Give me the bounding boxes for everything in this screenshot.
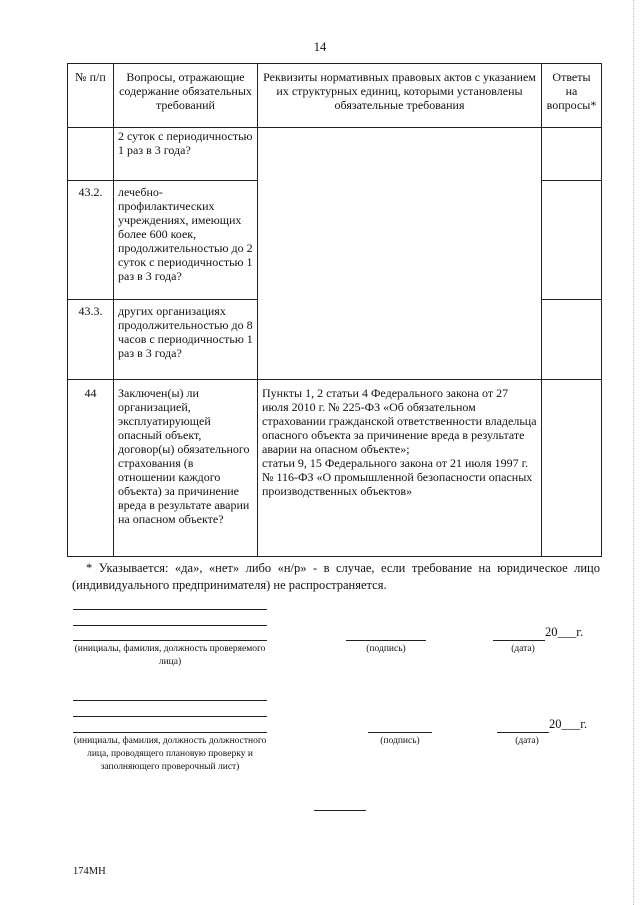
row-num: 44 (68, 380, 114, 557)
row-question: лечебно-профилактических учреждениях, имеющих более 600 коек, продолжительностью до 2 суток с периодичностью 1 раз в 3 года? (114, 181, 258, 300)
date-line (493, 640, 545, 641)
separator-line (314, 810, 366, 811)
signature-caption: (подпись) (380, 736, 420, 746)
scan-edge (632, 0, 634, 905)
document-code: 174МН (73, 866, 106, 877)
header-requisites: Реквизиты нормативных правовых актов с указанием их структурных единиц, которыми установлены обязательные требования (258, 64, 542, 128)
row-answer (542, 128, 602, 181)
row-num: 43.3. (68, 300, 114, 380)
requirements-table (67, 63, 602, 557)
row-num: 43.2. (68, 181, 114, 300)
footnote: * Указывается: «да», «нет» либо «н/р» - в случае, если требование на юридическое лицо (индивидуального предпринимателя) не распространяется. (72, 561, 600, 592)
page-number: 14 (313, 40, 327, 54)
row-requisites (258, 380, 542, 557)
header-answers: Ответы на вопросы* (542, 64, 602, 128)
row-requisites-empty (258, 128, 542, 380)
row-question: других организациях продолжительностью до 8 часов с периодичностью 1 раз в 3 года? (114, 300, 258, 380)
date-year: 20___г. (545, 625, 584, 639)
name-line (73, 609, 267, 610)
row-answer (542, 300, 602, 380)
signature-line (368, 732, 432, 733)
row-answer (542, 181, 602, 300)
name-line (73, 716, 267, 717)
date-caption: (дата) (511, 644, 535, 654)
header-questions: Вопросы, отражающие содержание обязательных требований (114, 64, 258, 128)
row-answer (542, 380, 602, 557)
name-line (73, 732, 267, 733)
date-year: 20___г. (549, 717, 588, 731)
table-row (68, 380, 602, 557)
date-caption: (дата) (515, 736, 539, 746)
name-line (73, 640, 267, 641)
name-caption: (инициалы, фамилия, должность проверяемого лица) (74, 644, 266, 667)
requisite-law-225: Пункты 1, 2 статьи 4 Федерального закона от 27 июля 2010 г. № 225-ФЗ «Об обязательном страховании гражданской ответственности владельца опасного объекта за причинение вреда в результате аварии на опасном объекте»; (262, 386, 537, 456)
name-line (73, 625, 267, 626)
signature-caption: (подпись) (366, 644, 406, 654)
header-num: № п/п (68, 64, 114, 128)
official-caption: (инициалы, фамилия, должность должностного лица, проводящего плановую проверку и заполняющего проверочный лист) (73, 736, 267, 772)
row-question: Заключен(ы) ли организацией, эксплуатирующей опасный объект, договор(ы) обязательного страхования (в отношении каждого объекта) за причинение вреда в результате аварии на опасном объекте? (114, 380, 258, 557)
table-header-row (68, 64, 602, 128)
name-line (73, 700, 267, 701)
signature-line (346, 640, 426, 641)
table-row (68, 128, 602, 181)
row-num (68, 128, 114, 181)
date-line (497, 732, 549, 733)
row-question: 2 суток с периодичностью 1 раз в 3 года? (114, 128, 258, 181)
requisite-law-116: статьи 9, 15 Федерального закона от 21 июля 1997 г. № 116-ФЗ «О промышленной безопасности опасных производственных объектов» (262, 456, 533, 498)
